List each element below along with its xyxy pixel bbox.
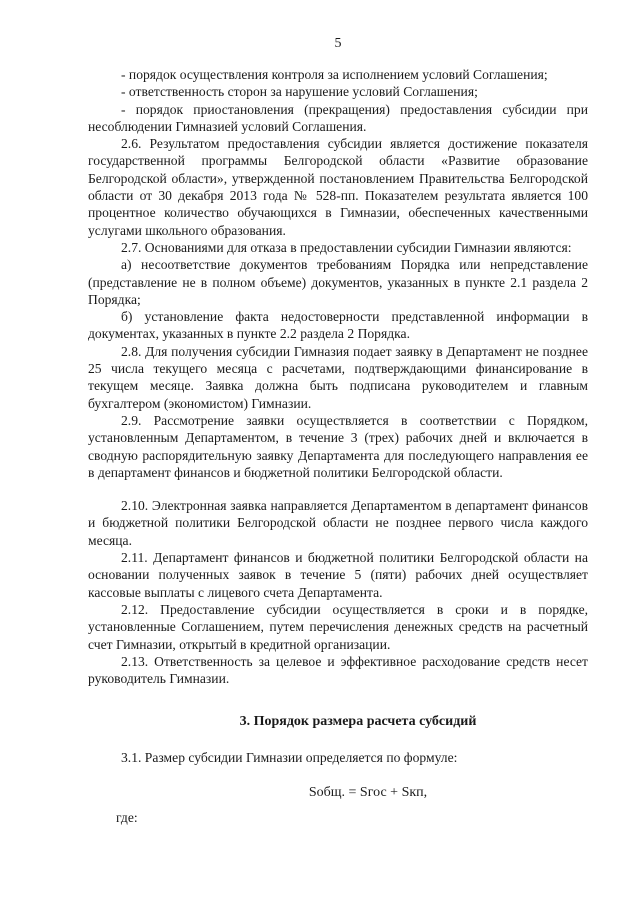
paragraph-2-11: 2.11. Департамент финансов и бюджетной политики Белгородской области на основании полученных заявок в течение 5 (пяти) рабочих дней осуществляет кассовые выплаты с лицевого счета Департамента. [88,550,588,600]
paragraph-2-10: 2.10. Электронная заявка направляется Департаментом в департамент финансов и бюджетной политики Белгородской области не позднее первого числа каждого месяца. [88,498,588,548]
paragraph-2-13: 2.13. Ответственность за целевое и эффективное расходование средств несет руководитель Гимназии. [88,653,588,687]
paragraph-2-8: 2.8. Для получения субсидии Гимназия подает заявку в Департамент не позднее 25 числа текущего месяца с расчетами, подтверждающими финансирование в текущем месяце. Заявка должна быть подписана руководителем и главным бухгалтером (экономистом) Гимназии. [88,343,588,411]
subsidy-formula: Sобщ. = Sгос + Sкп, [308,784,428,800]
paragraph-responsibility: - ответственность сторон за нарушение условий Соглашения; [121,84,478,100]
paragraph-2-7-b: б) установление факта недостоверности представленной информации в документах, указанных в пункте 2.2 раздела 2 Порядка. [88,309,588,342]
section-heading: 3. Порядок размера расчета субсидий [239,714,477,730]
paragraph-3-1: 3.1. Размер субсидии Гимназии определяется по формуле: [121,749,458,765]
paragraph-2-6: 2.6. Результатом предоставления субсидии является достижение показателя государственной программы Белгородской области «Развитие образование Белгородской области», утвержденной постановлением Правительства Белгородской области от 30 декабря 2013 года № 528-пп. Показателем результата является 100 процентное количество обучающихся в Гимназии, обеспеченных качественными услугами школьного образования. [88,136,588,238]
paragraph-2-12: 2.12. Предоставление субсидии осуществляется в сроки и в порядке, установленные Соглашением, путем перечисления денежных средств на расчетный счет Гимназии, открытый в кредитной организации. [88,601,588,652]
document-body [88,66,588,827]
paragraph-2-7: 2.7. Основаниями для отказа в предоставлении субсидии Гимназии являются: [121,239,572,255]
paragraph-suspension-order: - порядок приостановления (прекращения) предоставления субсидии при несоблюдении Гимназией условий Соглашения. [88,101,588,134]
spacer [88,481,588,497]
where-label: где: [116,810,138,826]
paragraph-control-order: - порядок осуществления контроля за исполнением условий Соглашения; [121,67,548,82]
paragraph-2-7-a: а) несоответствие документов требованиям Порядка или непредставление (представление не в полном объеме) документов, указанных в пункте 2.1 раздела 2 Порядка; [88,257,588,307]
page-number: 5 [334,36,342,51]
paragraph-2-9: 2.9. Рассмотрение заявки осуществляется в соответствии с Порядком, установленным Департаментом, в течение 3 (трех) рабочих дней и включается в сводную распорядительную заявку Департамента для последующего направления ее в департамент финансов и бюджетной политики Белгородской области. [88,412,588,480]
